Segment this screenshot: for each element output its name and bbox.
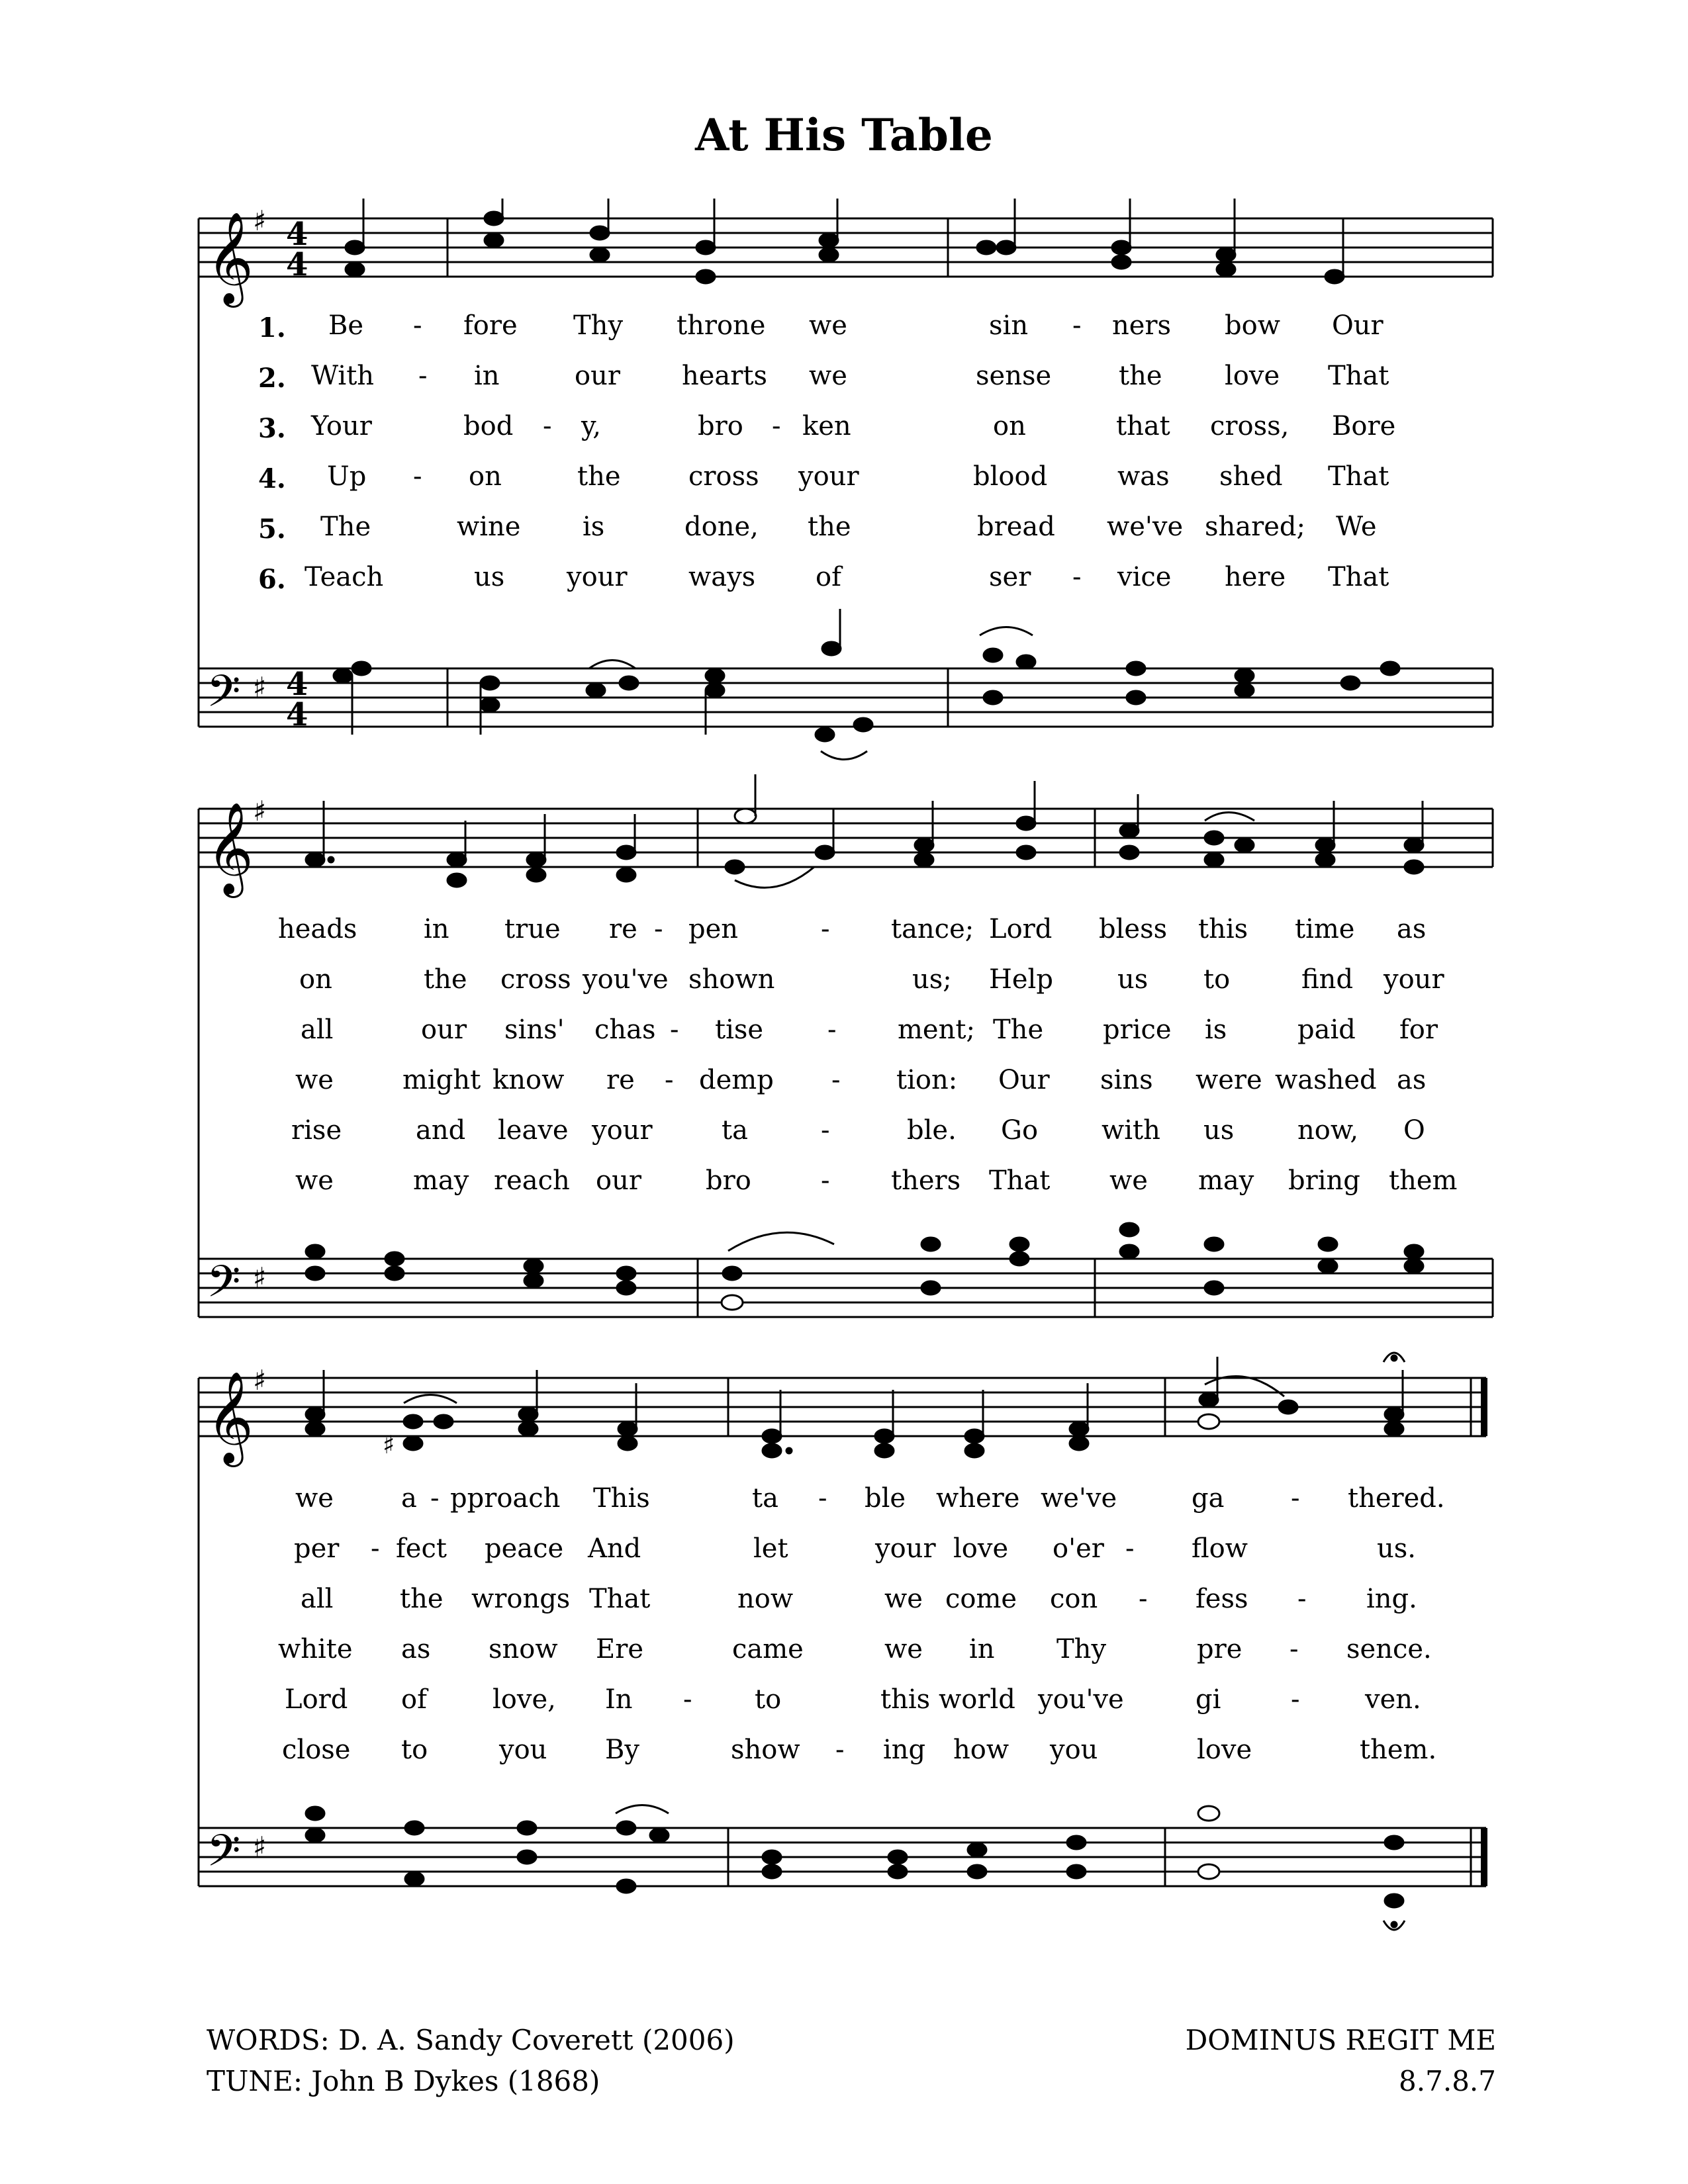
- lyric-syllable: -: [413, 461, 422, 492]
- lyric-syllable: paid: [1297, 1015, 1356, 1045]
- lyric-syllable: we: [809, 361, 847, 391]
- lyric-syllable: of: [816, 562, 841, 592]
- bass-notes: [306, 1805, 1405, 1931]
- lyric-syllable: that: [1116, 411, 1170, 441]
- lyric-syllable: -: [831, 1065, 841, 1095]
- lyric-syllable: cross: [500, 964, 571, 995]
- lyric-syllable: your: [567, 562, 628, 592]
- lyric-syllable: Up: [327, 461, 367, 492]
- lyric-syllable: per: [294, 1533, 340, 1564]
- lyric-syllable: washed: [1275, 1065, 1377, 1095]
- lyric-syllable: the: [400, 1584, 444, 1614]
- hymn-title: At His Table: [695, 109, 993, 161]
- lyric-syllable: -: [1072, 310, 1082, 341]
- lyric-syllable: love,: [492, 1684, 556, 1715]
- lyric-syllable: bro: [706, 1165, 751, 1196]
- lyric-syllable: all: [301, 1015, 334, 1045]
- lyric-syllable: thered.: [1348, 1483, 1445, 1514]
- lyric-syllable: -: [1289, 1634, 1299, 1664]
- lyric-syllable: -: [683, 1684, 692, 1715]
- lyric-syllable: bless: [1099, 914, 1168, 944]
- lyric-syllable: you: [1050, 1735, 1098, 1765]
- treble-notes: [346, 199, 1344, 283]
- lyric-syllable: With: [311, 361, 375, 391]
- lyric-syllable: as: [401, 1634, 431, 1664]
- sharp-icon: ♯: [253, 205, 267, 237]
- lyric-syllable: -: [1125, 1533, 1135, 1564]
- lyric-syllable: close: [282, 1735, 351, 1765]
- lyric-syllable: in: [969, 1634, 995, 1664]
- bass-notes: [306, 1223, 1423, 1310]
- lyric-syllable: heads: [278, 914, 357, 944]
- lyric-syllable: Lord: [989, 914, 1053, 944]
- lyric-syllable: pen: [688, 914, 739, 944]
- sharp-icon: ♯: [253, 671, 267, 704]
- lyric-syllable: In: [605, 1684, 633, 1715]
- lyric-syllable: And: [588, 1533, 641, 1564]
- lyric-syllable: fore: [463, 310, 518, 341]
- lyric-syllable: bread: [977, 512, 1055, 542]
- lyric-syllable: We: [1336, 512, 1377, 542]
- lyric-syllable: on: [469, 461, 502, 492]
- svg-text:4: 4: [286, 246, 308, 283]
- tune-name: DOMINUS REGIT ME: [1185, 2024, 1496, 2056]
- lyric-syllable: love: [953, 1533, 1009, 1564]
- lyric-syllable: Our: [1332, 310, 1383, 341]
- lyric-syllable: -: [371, 1533, 380, 1564]
- lyric-syllable: you've: [1038, 1684, 1124, 1715]
- lyric-syllable: ble: [865, 1483, 906, 1514]
- lyric-syllable: find: [1301, 964, 1354, 995]
- lyric-syllable: were: [1196, 1065, 1262, 1095]
- lyric-syllable: your: [592, 1115, 653, 1146]
- lyric-syllable: the: [424, 964, 467, 995]
- lyric-syllable: came: [732, 1634, 804, 1664]
- sharp-icon: ♯: [253, 1364, 267, 1396]
- lyric-syllable: show: [731, 1735, 800, 1765]
- lyric-syllable: we: [295, 1483, 334, 1514]
- lyric-syllable: snow: [489, 1634, 558, 1664]
- lyric-syllable: demp: [699, 1065, 774, 1095]
- lyric-syllable: That: [1328, 562, 1389, 592]
- sharp-icon: ♯: [253, 1261, 267, 1294]
- lyric-syllable: bring: [1288, 1165, 1360, 1196]
- lyric-syllable: Bore: [1332, 411, 1396, 441]
- lyric-syllable: -: [1291, 1684, 1300, 1715]
- lyric-syllable: o'er: [1053, 1533, 1104, 1564]
- lyric-syllable: them: [1389, 1165, 1458, 1196]
- lyric-syllable: us: [1117, 964, 1149, 995]
- lyric-syllable: ta: [722, 1115, 748, 1146]
- lyric-syllable: -: [772, 411, 781, 441]
- lyric-syllable: Help: [989, 964, 1053, 995]
- lyric-syllable: we: [884, 1634, 923, 1664]
- treble-notes: [306, 774, 1423, 887]
- lyric-syllable: ble.: [907, 1115, 957, 1146]
- lyric-syllable: reach: [494, 1165, 570, 1196]
- lyric-syllable: That: [1328, 461, 1389, 492]
- lyric-syllable: may: [413, 1165, 469, 1196]
- lyric-syllable: white: [278, 1634, 353, 1664]
- lyric-syllable: -: [430, 1483, 440, 1514]
- lyric-syllable: O: [1403, 1115, 1425, 1146]
- lyric-syllable: our: [596, 1165, 641, 1196]
- lyric-syllable: sins': [504, 1015, 565, 1045]
- lyric-syllable: true: [504, 914, 561, 944]
- lyric-syllable: The: [320, 512, 371, 542]
- lyric-syllable: Ere: [596, 1634, 643, 1664]
- verse-number: 2.: [258, 363, 286, 394]
- treble-clef-icon: 𝄞: [207, 802, 254, 894]
- lyric-syllable: Be: [328, 310, 364, 341]
- lyric-syllable: tise: [715, 1015, 764, 1045]
- lyric-syllable: now,: [1297, 1115, 1359, 1146]
- lyric-syllable: might: [402, 1065, 481, 1095]
- lyric-syllable: love: [1197, 1735, 1252, 1765]
- lyric-syllable: on: [993, 411, 1026, 441]
- lyric-syllable: here: [1225, 562, 1286, 592]
- lyric-syllable: fect: [396, 1533, 447, 1564]
- lyric-syllable: ta: [752, 1483, 778, 1514]
- lyric-syllable: throne: [677, 310, 766, 341]
- svg-text:4: 4: [286, 666, 308, 703]
- lyric-syllable: cross,: [1210, 411, 1289, 441]
- verse-number: 6.: [258, 564, 286, 595]
- bass-notes: [334, 609, 1399, 760]
- lyric-syllable: your: [875, 1533, 936, 1564]
- lyric-syllable: a: [401, 1483, 417, 1514]
- lyric-syllable: chas: [594, 1015, 656, 1045]
- verse-number: 1.: [258, 312, 286, 343]
- lyric-syllable: ken: [802, 411, 851, 441]
- lyric-syllable: hearts: [682, 361, 768, 391]
- lyric-syllable: us;: [912, 964, 952, 995]
- lyric-syllable: to: [755, 1684, 782, 1715]
- lyric-syllable: is: [583, 512, 605, 542]
- lyric-syllable: -: [835, 1735, 845, 1765]
- lyric-syllable: we: [1109, 1165, 1148, 1196]
- lyric-syllable: sins: [1100, 1065, 1153, 1095]
- lyric-syllable: By: [605, 1735, 639, 1765]
- lyric-syllable: -: [418, 361, 428, 391]
- lyric-syllable: peace: [485, 1533, 564, 1564]
- lyric-syllable: on: [299, 964, 332, 995]
- lyric-syllable: time: [1295, 914, 1355, 944]
- lyric-syllable: wrongs: [471, 1584, 571, 1614]
- lyric-syllable: sense: [976, 361, 1052, 391]
- lyric-syllable: ga: [1192, 1483, 1225, 1514]
- verse-number: 5.: [258, 514, 286, 545]
- lyric-syllable: sence.: [1346, 1634, 1432, 1664]
- lyric-syllable: as: [1397, 914, 1427, 944]
- lyric-syllable: in: [424, 914, 449, 944]
- sharp-icon: ♯: [253, 795, 267, 827]
- lyric-syllable: Lord: [285, 1684, 348, 1715]
- svg-text:4: 4: [286, 216, 308, 253]
- verse-number: 4.: [258, 463, 286, 494]
- bass-clef-icon: 𝄢: [207, 1825, 241, 1887]
- lyric-syllable: we: [884, 1584, 923, 1614]
- lyric-syllable: tance;: [891, 914, 974, 944]
- meter: 8.7.8.7: [1399, 2065, 1496, 2097]
- lyric-syllable: how: [953, 1735, 1009, 1765]
- lyric-syllable: -: [1139, 1584, 1148, 1614]
- words-credit: WORDS: D. A. Sandy Coverett (2006): [207, 2024, 735, 2056]
- lyric-syllable: where: [936, 1483, 1020, 1514]
- lyric-syllable: bow: [1225, 310, 1280, 341]
- lyric-syllable: and: [416, 1115, 466, 1146]
- lyric-syllable: our: [421, 1015, 467, 1045]
- lyric-syllable: re: [606, 1065, 635, 1095]
- lyric-syllable: let: [753, 1533, 788, 1564]
- lyric-syllable: to: [401, 1735, 428, 1765]
- lyric-syllable: ners: [1112, 310, 1172, 341]
- lyric-syllable: -: [1291, 1483, 1300, 1514]
- lyric-syllable: our: [575, 361, 620, 391]
- lyric-syllable: Your: [311, 411, 372, 441]
- lyric-syllable: pre: [1197, 1634, 1243, 1664]
- lyric-syllable: flow: [1192, 1533, 1248, 1564]
- lyric-syllable: -: [1297, 1584, 1307, 1614]
- lyric-syllable: with: [1102, 1115, 1160, 1146]
- lyric-syllable: know: [492, 1065, 565, 1095]
- lyric-syllable: That: [589, 1584, 651, 1614]
- lyric-syllable: as: [1397, 1065, 1427, 1095]
- lyric-syllable: tion:: [896, 1065, 958, 1095]
- lyric-syllable: wine: [457, 512, 521, 542]
- lyric-syllable: Thy: [1056, 1634, 1107, 1664]
- lyric-syllable: -: [543, 411, 552, 441]
- lyric-syllable: this: [1198, 914, 1248, 944]
- lyric-syllable: to: [1203, 964, 1231, 995]
- lyric-syllable: done,: [684, 512, 759, 542]
- lyric-syllable: bro: [698, 411, 743, 441]
- lyric-syllable: cross: [688, 461, 759, 492]
- lyric-syllable: them.: [1360, 1735, 1437, 1765]
- lyric-syllable: Thy: [573, 310, 624, 341]
- lyric-syllable: we: [295, 1165, 334, 1196]
- lyric-syllable: vice: [1117, 562, 1172, 592]
- lyric-syllable: Our: [998, 1065, 1050, 1095]
- lyric-syllable: -: [1072, 562, 1082, 592]
- lyric-syllable: That: [1328, 361, 1389, 391]
- lyric-syllable: you: [499, 1735, 547, 1765]
- lyric-syllable: we've: [1107, 512, 1184, 542]
- lyric-syllable: the: [1119, 361, 1162, 391]
- sharp-icon: ♯: [253, 1831, 267, 1863]
- lyric-syllable: y,: [581, 411, 601, 441]
- lyric-syllable: was: [1117, 461, 1170, 492]
- lyric-syllable: may: [1198, 1165, 1254, 1196]
- lyric-syllable: world: [939, 1684, 1015, 1715]
- lyric-syllable: -: [654, 914, 663, 944]
- lyric-syllable: -: [821, 1165, 830, 1196]
- lyric-syllable: your: [1383, 964, 1444, 995]
- svg-text:♯: ♯: [383, 1430, 395, 1459]
- lyric-syllable: us.: [1377, 1533, 1417, 1564]
- lyric-syllable: we've: [1041, 1483, 1117, 1514]
- bass-clef-icon: 𝄢: [207, 1256, 241, 1318]
- lyric-syllable: love: [1225, 361, 1280, 391]
- lyric-syllable: come: [945, 1584, 1017, 1614]
- lyric-syllable: re: [609, 914, 637, 944]
- lyric-syllable: That: [989, 1165, 1051, 1196]
- lyric-syllable: the: [808, 512, 851, 542]
- lyric-syllable: The: [993, 1015, 1044, 1045]
- lyric-syllable: fess: [1196, 1584, 1248, 1614]
- lyric-syllable: us: [1203, 1115, 1235, 1146]
- lyric-syllable: shown: [688, 964, 775, 995]
- lyric-syllable: leave: [498, 1115, 569, 1146]
- lyric-syllable: This: [593, 1483, 650, 1514]
- tune-credit: TUNE: John B Dykes (1868): [207, 2065, 600, 2097]
- lyric-syllable: for: [1399, 1015, 1438, 1045]
- lyric-syllable: -: [670, 1015, 679, 1045]
- lyric-syllable: is: [1205, 1015, 1227, 1045]
- lyric-syllable: of: [401, 1684, 427, 1715]
- lyric-syllable: -: [821, 914, 830, 944]
- svg-text:4: 4: [286, 696, 308, 733]
- lyric-syllable: bod: [463, 411, 514, 441]
- lyric-syllable: thers: [891, 1165, 961, 1196]
- lyric-syllable: pproach: [450, 1483, 561, 1514]
- lyric-syllable: price: [1103, 1015, 1172, 1045]
- lyric-syllable: sin: [989, 310, 1029, 341]
- lyric-syllable: shed: [1219, 461, 1283, 492]
- lyric-syllable: Teach: [305, 562, 384, 592]
- lyric-syllable: ways: [688, 562, 756, 592]
- treble-clef-icon: 𝄞: [207, 1371, 254, 1463]
- verse-number: 3.: [258, 413, 286, 444]
- lyric-syllable: us: [474, 562, 505, 592]
- lyric-syllable: this: [880, 1684, 931, 1715]
- lyric-syllable: ser: [989, 562, 1031, 592]
- lyric-syllable: -: [818, 1483, 827, 1514]
- lyric-syllable: the: [577, 461, 621, 492]
- treble-clef-icon: 𝄞: [207, 212, 254, 304]
- time-signature: [286, 216, 308, 733]
- system-2-staves: [0, 788, 1688, 1343]
- lyric-syllable: ven.: [1365, 1684, 1421, 1715]
- lyric-syllable: Go: [1001, 1115, 1039, 1146]
- lyric-syllable: -: [827, 1015, 837, 1045]
- bass-clef-icon: 𝄢: [207, 666, 241, 727]
- lyric-syllable: -: [665, 1065, 674, 1095]
- lyric-syllable: rise: [291, 1115, 342, 1146]
- lyric-syllable: ment;: [898, 1015, 975, 1045]
- lyric-syllable: shared;: [1205, 512, 1306, 542]
- lyric-syllable: -: [413, 310, 422, 341]
- lyric-syllable: blood: [973, 461, 1048, 492]
- lyric-syllable: you've: [583, 964, 669, 995]
- lyric-syllable: all: [301, 1584, 334, 1614]
- lyric-syllable: con: [1050, 1584, 1098, 1614]
- lyric-syllable: your: [798, 461, 859, 492]
- lyric-syllable: gi: [1196, 1684, 1221, 1715]
- lyric-syllable: now: [737, 1584, 794, 1614]
- lyric-syllable: ing.: [1366, 1584, 1417, 1614]
- system-3-staves: [0, 1350, 1688, 1946]
- lyric-syllable: we: [809, 310, 847, 341]
- lyric-syllable: in: [474, 361, 500, 391]
- lyric-syllable: -: [821, 1115, 830, 1146]
- lyric-syllable: we: [295, 1065, 334, 1095]
- lyric-syllable: ing: [883, 1735, 926, 1765]
